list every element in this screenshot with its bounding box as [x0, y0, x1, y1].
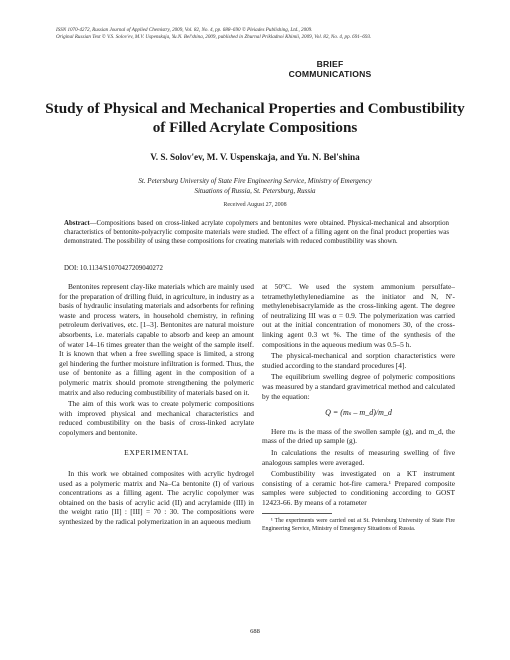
section-heading-experimental: EXPERIMENTAL — [124, 447, 189, 457]
footnote-rule — [262, 513, 332, 514]
header-line-1: ISSN 1070-4272, Russian Journal of Applied Chemistry, 2009, Vol. 82, No. 4, pp. 688–690 © Pleiades Publishing, Ltd., 2009. — [56, 27, 313, 33]
footnote: ¹ The experiments were carried out at St. Petersburg University of State Fire Engineering Service, Ministry of Emergency Situations of Russia. — [262, 518, 455, 532]
doi: DOI: 10.1134/S1070427209040272 — [64, 265, 163, 272]
article-authors: V. S. Solov'ev, M. V. Uspenskaja, and Yu. N. Bel'shina — [150, 152, 360, 162]
abstract — [64, 219, 449, 247]
paragraph: at 50°C. We used the system ammonium persulfate–tetramethylethylenediamine as the initiator and N, N′-methylenebisacrylamide as the cross-linking agent. The degree of neutralizing III was α = 0.9. The polymerization was carried out at the initial concentration of monomers 30, of the cross-linking agent 0.3 wt %. The time of the synthesis of the compositions in the aqueous medium was 0.5–5 h. — [262, 282, 455, 349]
journal-header — [56, 27, 476, 42]
affiliation-line-2: Situations of Russia, St. Petersburg, Russia — [194, 187, 316, 195]
paragraph: Here mₛ is the mass of the swollen sample (g), and m_d, the mass of the dried up sample (g). — [262, 426, 455, 446]
paragraph: The equilibrium swelling degree of polymeric compositions was measured by a standard gravimetrical method and calculated by the equation: — [262, 372, 455, 401]
right-column — [262, 282, 455, 535]
page-number: 688 — [250, 628, 260, 635]
received-date: Received August 27, 2008 — [223, 202, 287, 208]
paragraph: Bentonites represent clay-like materials which are mainly used for the preparation of drilling fluid, in agriculture, in industry as a basis of hydraulic insulating materials and adsorbents for refining waste and process waters, in household chemistry, in refining petroleum derivatives, etc. [1–3]. Bentonites are natural moisture absorbents, i.e. materials capable to absorb and keep an amount of water 14–16 times greater than the weight of the sample itself. It is known that when a free swelling space is limited, a strong gel hindering the further moisture infiltration is formed. Thus, the use of bentonite as a filling agent in the composition of a polymeric matrix should promote strengthening the polymeric matrix and also reducing combustibility of materials based on it. — [59, 282, 254, 397]
paragraph: Combustibility was investigated on a KT instrument consisting of a ceramic hot-fire camera.¹ Prepared composite samples were subjected to conditioning according to GOST 12423-66. By means of a rotameter — [262, 469, 455, 507]
header-line-2: Original Russian Text © V.S. Solov'ev, M.V. Uspenskaja, Yu.N. Bel'shina, 2009, published in Zhurnal Prikladnoi Khimii, 2009, Vol. 82, No. 4, pp. 691–693. — [56, 34, 372, 41]
section-label-line-1: BRIEF — [316, 59, 344, 69]
article-title: Study of Physical and Mechanical Properties and Combustibility of Filled Acrylate Compositions — [45, 100, 465, 136]
author-affiliation — [60, 176, 450, 196]
paragraph: The physical-mechanical and sorption characteristics were studied according to the standard procedures [4]. — [262, 351, 455, 370]
paragraph: In this work we obtained composites with acrylic hydrogel used as a polymeric matrix and Na–Ca bentonite (I) of various concentrations as a filling agent. The acrylic copolymer was obtained on the basis of acrylic acid (II) and acrylamide (III) in the weight ratio [II] : [III] = 70 : 30. The compositions were synthesized by the radical polymerization in an aqueous medium — [59, 469, 254, 527]
affiliation-line-1: St. Petersburg University of State Fire Engineering Service, Ministry of Emergency — [138, 177, 372, 185]
swelling-equation: Q = (mₛ – m_d)/m_d — [325, 408, 392, 418]
abstract-text: —Compositions based on cross-linked acrylate copolymers and bentonites were obtained. Physical-mechanical and absorption characteristics of bentonite-polyacrylic composite materials were studied. The effect of a filling agent on the final product properties was demonstrated. The possibility of using these compositions for creating materials with reduced combustibility was shown. — [64, 220, 449, 246]
section-label-line-2: COMMUNICATIONS — [288, 69, 372, 79]
section-label — [0, 59, 510, 79]
paragraph: In calculations the results of measuring swelling of five analogous samples were averaged. — [262, 447, 455, 467]
paragraph: The aim of this work was to create polymeric compositions with improved physical and mechanical characteristics and reduced combustibility on the basis of cross-linked acrylate copolymers and bentonite. — [59, 399, 254, 437]
left-column — [59, 282, 254, 529]
abstract-label: Abstract — [64, 220, 90, 227]
